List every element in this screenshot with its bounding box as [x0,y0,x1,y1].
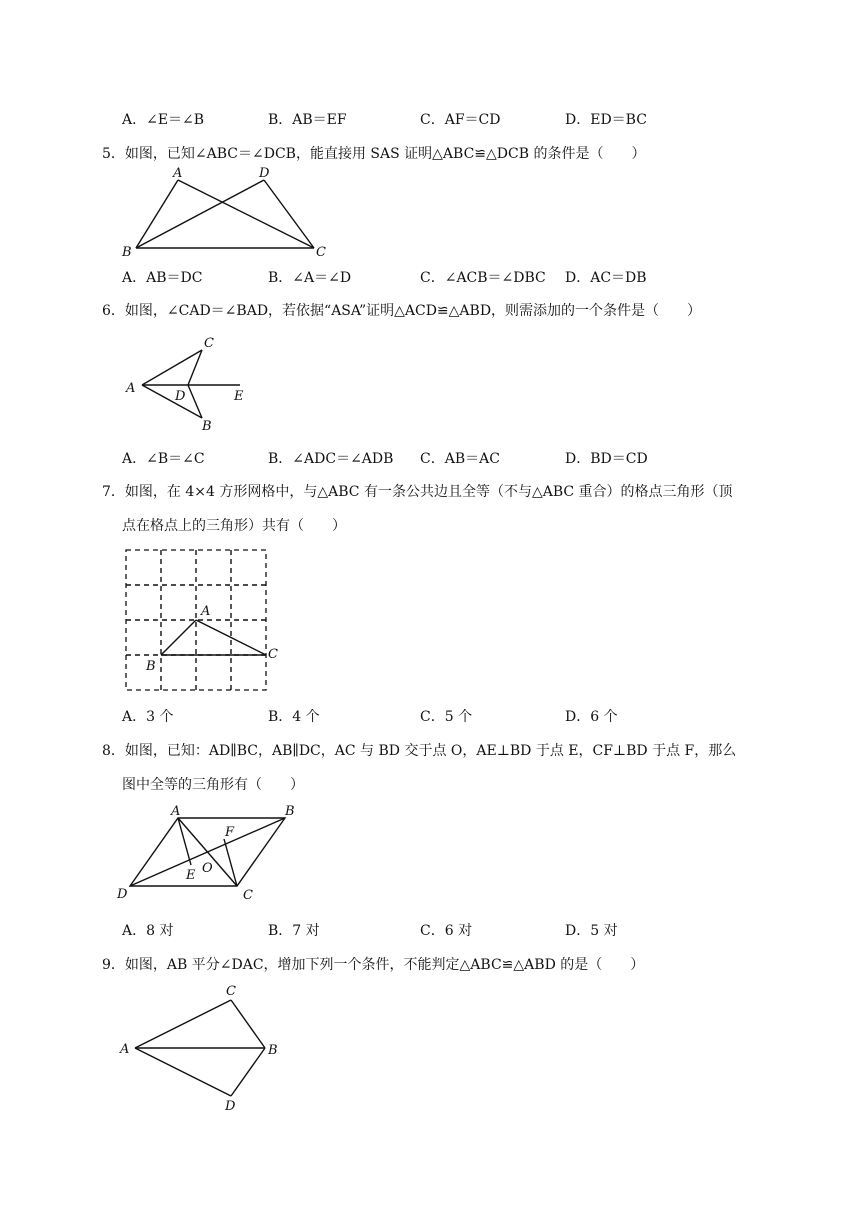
q7-option-c: C．5 个 [420,709,473,725]
q7-option-b: B．4 个 [268,709,320,725]
q6-label-e: E [234,389,244,404]
q4-option-c: C．AF＝CD [420,112,501,128]
q6-option-a: A．∠B＝∠C [122,451,205,467]
q6-option-d: D．BD＝CD [565,451,648,467]
q7-label-a: A [201,604,211,619]
q8-option-a: A．8 对 [122,923,174,939]
q8-label-d: D [117,887,128,902]
q9-figure [115,980,295,1115]
q6-stem: 6．如图，∠CAD＝∠BAD，若依据“ASA”证明△ACD≌△ABD，则需添加的一个条件是（ ） [102,303,702,319]
q8-option-b: B．7 对 [268,923,320,939]
q9-label-b: B [268,1043,278,1058]
q6-label-a: A [126,381,136,396]
q7-option-d: D．6 个 [565,709,618,725]
q7-label-c: C [268,647,278,662]
q8-figure [115,802,315,907]
q8-stem-line-1: 8．如图，已知：AD∥BC，AB∥DC，AC 与 BD 交于点 O，AE⊥BD 于点 E，CF⊥BD 于点 F，那么 [102,743,737,759]
q6-label-d: D [175,389,186,404]
q6-label-c: C [204,336,214,351]
q8-label-a: A [171,804,181,819]
q8-option-d: D．5 对 [565,923,618,939]
q6-figure [118,330,268,440]
q4-option-b: B．AB＝EF [268,112,347,128]
q5-option-b: B．∠A＝∠D [268,270,352,286]
q8-label-o: O [202,861,213,876]
q7-option-a: A．3 个 [122,709,174,725]
q8-option-c: C．6 对 [420,923,473,939]
q7-grid-figure [118,542,288,697]
q6-option-b: B．∠ADC＝∠ADB [268,451,394,467]
q8-label-c: C [243,888,253,903]
q9-label-c: C [226,984,236,999]
q5-label-d: D [259,166,270,181]
q6-option-c: C．AB＝AC [420,451,500,467]
q5-label-a: A [173,166,183,181]
q5-label-c: C [316,245,326,260]
q7-label-b: B [146,659,156,674]
q9-label-d: D [225,1099,236,1114]
q4-option-a: A．∠E＝∠B [122,112,205,128]
q5-stem: 5．如图，已知∠ABC＝∠DCB，能直接用 SAS 证明△ABC≌△DCB 的条件是（ ） [102,146,646,162]
q5-label-b: B [122,245,132,260]
q8-label-f: F [225,825,235,840]
q8-stem-line-2: 图中全等的三角形有（ ） [122,777,304,793]
q8-label-b: B [285,804,295,819]
q5-figure [118,164,338,264]
q7-stem-line-2: 点在格点上的三角形）共有（ ） [122,518,346,534]
q8-label-e: E [186,868,196,883]
q9-stem: 9．如图，AB 平分∠DAC，增加下列一个条件，不能判定△ABC≌△ABD 的是（ ） [102,957,645,973]
q5-option-c: C．∠ACB＝∠DBC [420,270,546,286]
q5-option-a: A．AB＝DC [122,270,203,286]
q7-stem-line-1: 7．如图，在 4×4 方形网格中，与△ABC 有一条公共边且全等（不与△ABC 重合）的格点三角形（顶 [102,484,733,500]
q6-label-b: B [202,419,212,434]
q4-option-d: D．ED＝BC [565,112,647,128]
q9-label-a: A [120,1042,130,1057]
q5-option-d: D．AC＝DB [565,270,647,286]
